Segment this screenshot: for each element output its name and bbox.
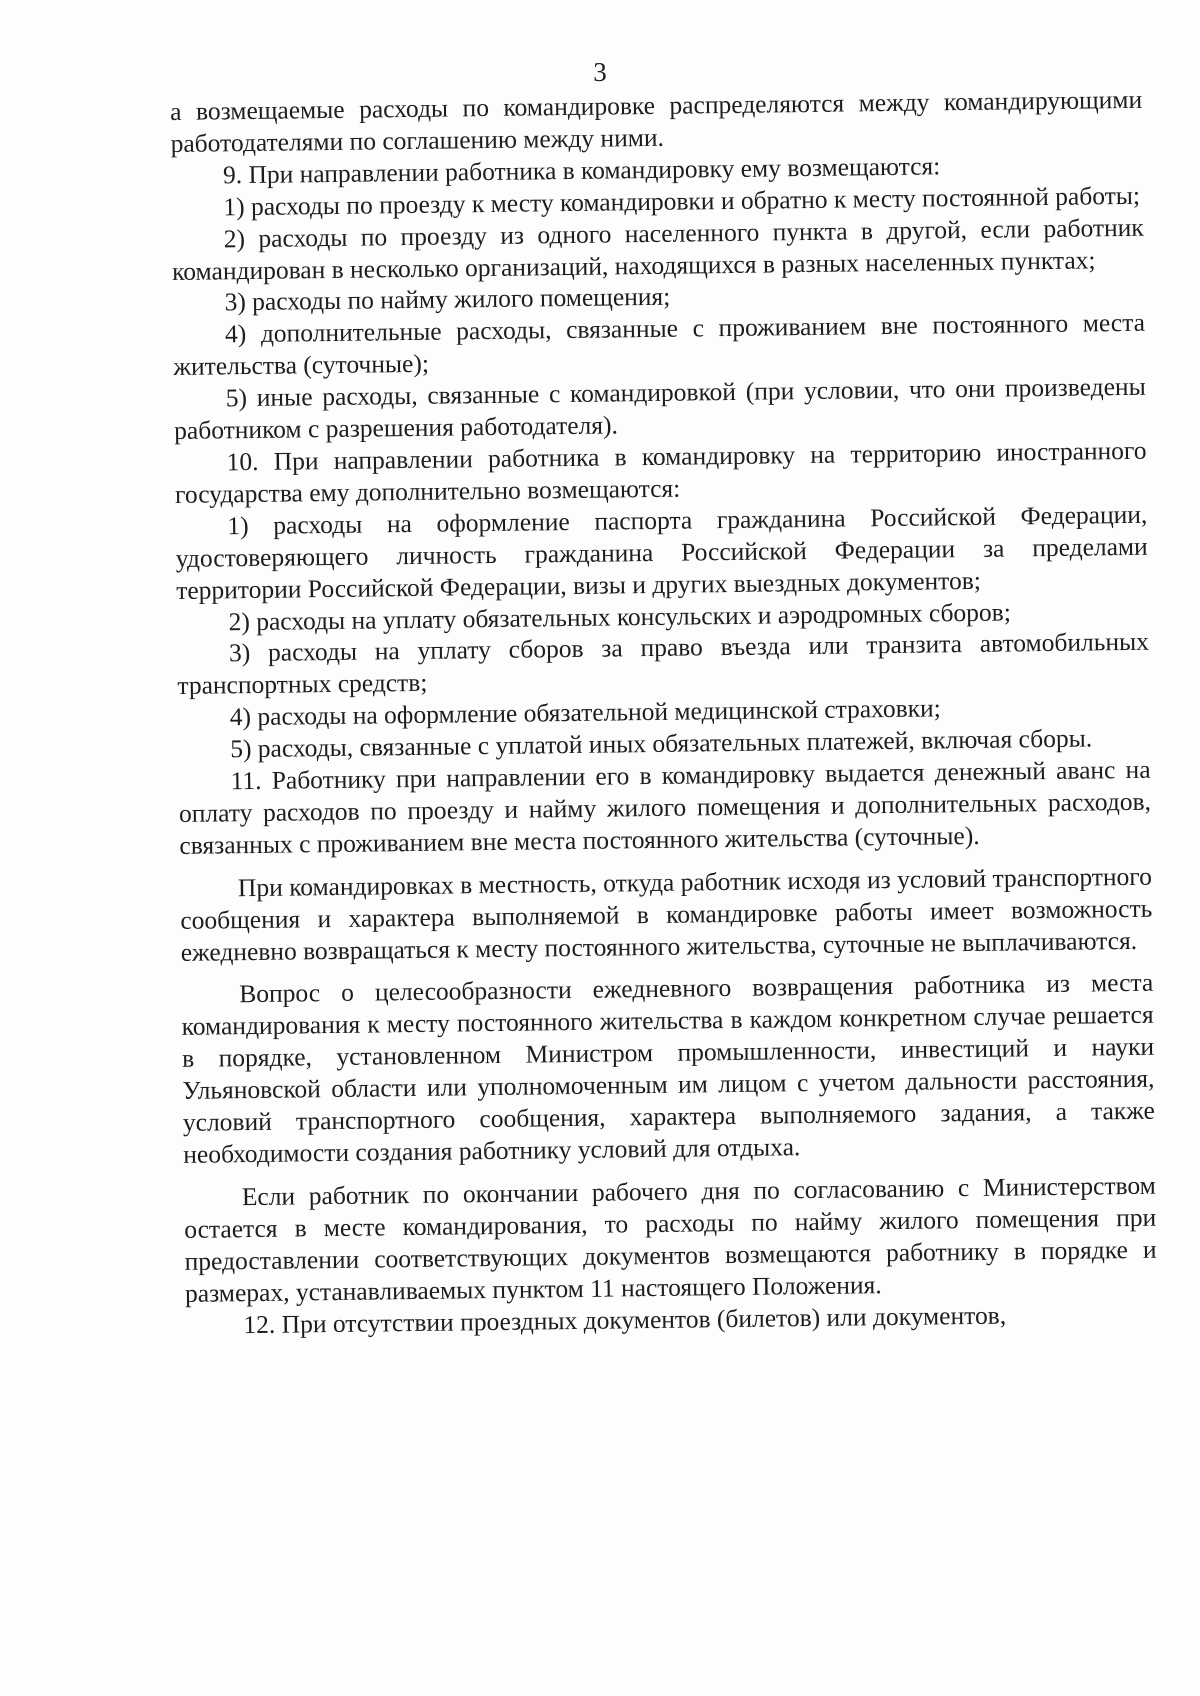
clause-11: 11. Работнику при направлении его в командировку выдается денежный аванс на оплату расходов по проезду и найму жилого помещения и дополнительных расходов, связанных с проживанием вне места постоянного жительства (суточные). (178, 754, 1152, 860)
clause-10-item-5: 5) расходы, связанные с уплатой иных обязательных платежей, включая сборы. (230, 723, 1093, 764)
clause-9-item-3: 3) расходы по найму жилого помещения; (224, 282, 671, 317)
clause-10-item-4: 4) расходы на оформление обязательной медицинской страховки; (229, 693, 941, 732)
clause-9: 9. При направлении работника в командировку ему возмещаются: (222, 151, 941, 190)
clause-9-item-2: 2) расходы по проезду из одного населенного пункта в другой, если работник командирован в несколько организаций, находящихся в разных населенных пунктах; (172, 212, 1144, 286)
page-number: 3 (593, 57, 607, 87)
clause-11-paragraph-4: Если работник по окончании рабочего дня по согласованию с Министерством остается в месте командирования, то расходы по найму жилого помещения при предоставлении соответствующих документов возмещаются работнику в порядке и размерах, устанавливаемых пунктом 11 настоящего Положения. (184, 1170, 1157, 1308)
clause-9-item-4: 4) дополнительные расходы, связанные с проживанием вне постоянного места жительства (суточные); (173, 308, 1146, 382)
clause-9-item-5: 5) иные расходы, связанные с командировкой (при условии, что они произведены работником с разрешения работодателя). (174, 371, 1146, 446)
clause-10-item-2: 2) расходы на уплату обязательных консульских и аэродромных сборов; (228, 596, 1011, 636)
clause-10-item-1: 1) расходы на оформление паспорта гражданина Российской Федерации, удостоверяющего личность гражданина Российской Федерации за пределами территории Российской Федерации, визы и других выездных документов; (175, 499, 1148, 605)
clause-9-item-1: 1) расходы по проезду к месту командировки и обратно к месту постоянной работы; (223, 180, 1141, 222)
clause-10-item-3: 3) расходы на уплату сборов за право въезда или транзита автомобильных транспортных средств; (177, 627, 1150, 701)
clause-10: 10. При направлении работника в командировку на территорию иностранного государства ему дополнительно возмещаются: (174, 435, 1147, 509)
document-body (170, 84, 1158, 1342)
clause-12: 12. При отсутствии проездных документов (билетов) или документов, (243, 1300, 1007, 1339)
clause-11-paragraph-3: Вопрос о целесообразности ежедневного возвращения работника из места командирования к месту постоянного жительства в каждом конкретном случае решается в порядке, установленном Министром промышленности, инвестиций и науки Ульяновской области или уполномоченным им лицом с учетом дальности расстояния, условий транспортного сообщения, характера выполняемого задания, а также необходимости создания работнику условий для отдыха. (181, 968, 1156, 1169)
paragraph-continuation: а возмещаемые расходы по командировке распределяются между командирующими работодателями по соглашению между ними. (170, 84, 1143, 158)
clause-11-paragraph-2: При командировках в местность, откуда работник исходя из условий транспортного сообщения и характера выполняемой в командировке работы имеет возможность ежедневно возвращаться к месту постоянного жительства, суточные не выплачиваются. (180, 861, 1153, 967)
